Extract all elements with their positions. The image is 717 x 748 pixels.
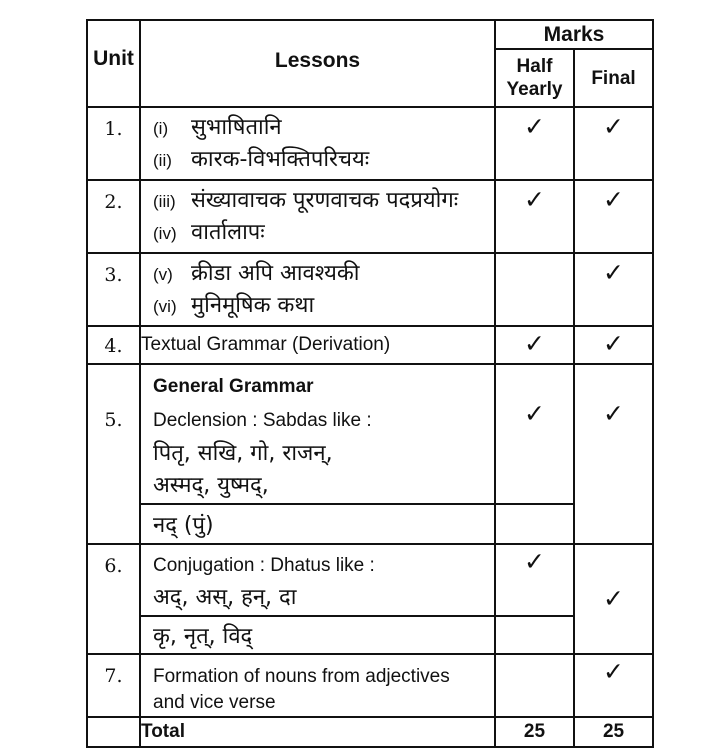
lesson-text: वार्तालापः	[191, 220, 265, 245]
lesson-text: कृ, नृत्, विद्	[153, 624, 253, 649]
unit-number: 4.	[87, 326, 140, 364]
lesson-cell	[140, 180, 495, 253]
total-half-yearly: 25	[495, 717, 574, 747]
table-row	[87, 180, 653, 253]
table-row	[87, 326, 653, 364]
check-icon: ✓	[495, 107, 574, 180]
empty-cell	[495, 253, 574, 326]
lesson-roman: (iv)	[153, 224, 177, 243]
total-row	[87, 717, 653, 747]
lesson-roman: (i)	[153, 119, 169, 138]
unit-number: 2.	[87, 180, 140, 253]
lesson-text: Formation of nouns from adjectives	[153, 666, 450, 687]
lesson-text: मुनिमूषिक कथा	[191, 293, 315, 318]
table-row	[87, 107, 653, 180]
check-icon: ✓	[574, 544, 653, 654]
lesson-cell	[140, 107, 495, 180]
header-half-yearly-line1: Half	[516, 56, 553, 77]
table-row	[87, 544, 653, 616]
check-icon: ✓	[574, 107, 653, 180]
empty-cell	[495, 504, 574, 544]
table-row	[87, 504, 653, 544]
unit-number: 3.	[87, 253, 140, 326]
check-icon: ✓	[495, 326, 574, 364]
lesson-text: कारक-विभक्तिपरिचयः	[191, 147, 370, 172]
lesson-text: and vice verse	[153, 692, 276, 713]
lesson-cell	[140, 504, 495, 544]
header-final: Final	[574, 49, 653, 107]
lesson-roman: (ii)	[153, 151, 172, 170]
lesson-text: अद्, अस्, हन्, दा	[153, 585, 297, 610]
lesson-cell	[140, 616, 495, 654]
check-icon: ✓	[495, 364, 574, 504]
lesson-text: अस्मद्, युष्मद्,	[153, 473, 269, 498]
empty-cell	[495, 654, 574, 717]
lesson-text: संख्यावाचक पूरणवाचक पदप्रयोगः	[191, 188, 459, 213]
lesson-roman: (vi)	[153, 297, 177, 316]
lesson-text: क्रीडा अपि आवश्यकी	[191, 261, 360, 286]
lesson-roman: (iii)	[153, 192, 176, 211]
check-icon: ✓	[574, 364, 653, 544]
lesson-cell	[140, 544, 495, 616]
check-icon: ✓	[495, 180, 574, 253]
check-icon: ✓	[495, 544, 574, 616]
check-icon: ✓	[574, 253, 653, 326]
lesson-text: Declension : Sabdas like :	[153, 410, 372, 431]
table-row	[87, 253, 653, 326]
grammar-heading: General Grammar	[153, 376, 314, 397]
table-row	[87, 616, 653, 654]
lesson-text: पितृ, सखि, गो, राजन्,	[153, 441, 333, 466]
syllabus-table	[86, 19, 654, 748]
header-half-yearly	[495, 49, 574, 107]
lesson-cell	[140, 364, 495, 504]
unit-number: 1.	[87, 107, 140, 180]
header-marks: Marks	[495, 20, 653, 49]
lesson-cell	[140, 253, 495, 326]
check-icon: ✓	[574, 180, 653, 253]
header-lessons: Lessons	[140, 20, 495, 107]
check-icon: ✓	[574, 326, 653, 364]
table-row	[87, 364, 653, 504]
unit-number: 6.	[87, 544, 140, 654]
unit-number: 5.	[87, 364, 140, 544]
lesson-text: सुभाषितानि	[191, 115, 282, 140]
header-unit: Unit	[87, 20, 140, 107]
lesson-text: Textual Grammar (Derivation)	[140, 326, 495, 364]
total-final: 25	[574, 717, 653, 747]
total-label: Total	[140, 717, 495, 747]
empty-cell	[495, 616, 574, 654]
table-row	[87, 654, 653, 717]
header-half-yearly-line2: Yearly	[506, 79, 563, 100]
lesson-roman: (v)	[153, 265, 173, 284]
empty-cell	[87, 717, 140, 747]
lesson-cell	[140, 654, 495, 717]
check-icon: ✓	[574, 654, 653, 717]
lesson-text: Conjugation : Dhatus like :	[153, 555, 375, 576]
unit-number: 7.	[87, 654, 140, 717]
lesson-text: नद् (पुं)	[153, 513, 214, 538]
